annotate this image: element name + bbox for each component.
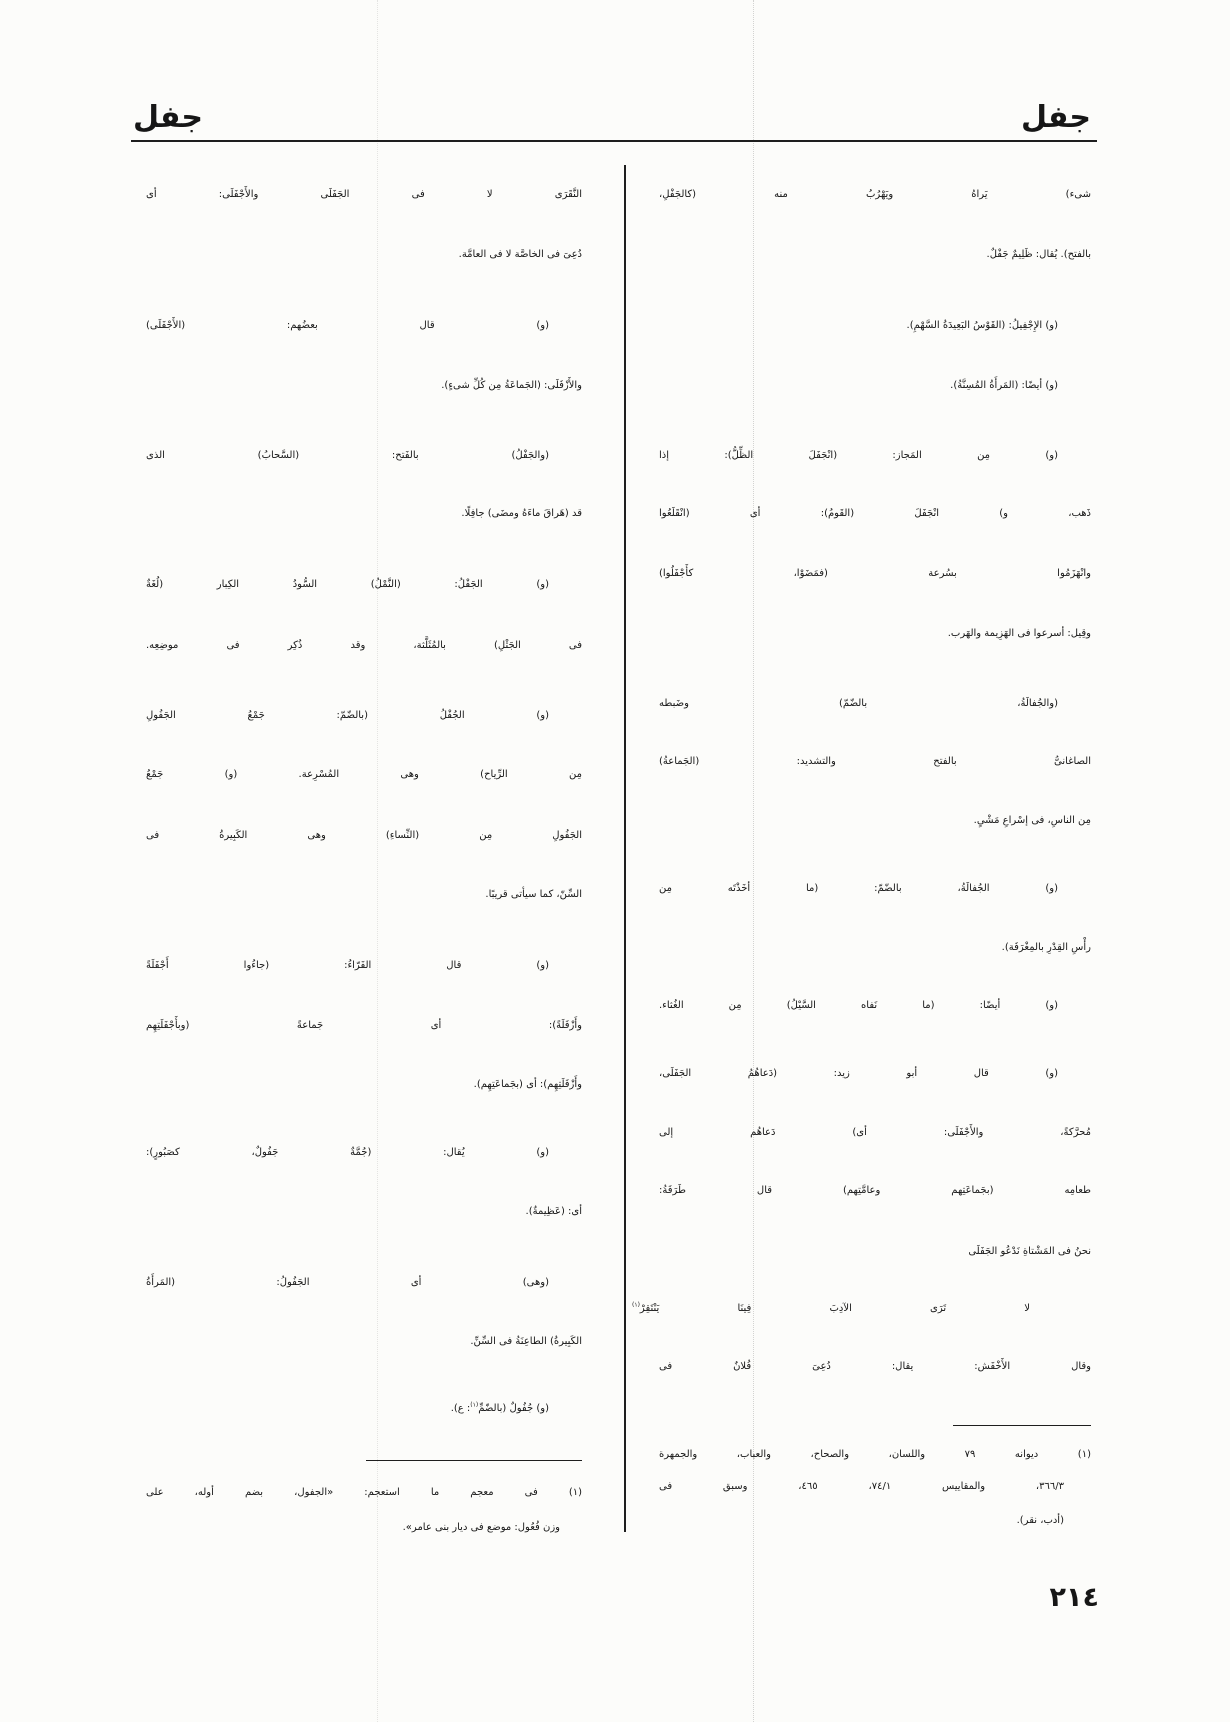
right-column-line: (و) مِن المَجاز: (انْجَفَلَ الظِّلُّ): إذا xyxy=(659,450,1058,461)
footnote-ref-marker: (١) xyxy=(632,1301,640,1309)
left-column-line: (و) قال بعضُهم: (الأَجْفَلَى) xyxy=(146,320,549,331)
left-column-line: (و) الجَفْلُ: (النَّمْلُ) السُّودُ الكِبار (لُغَةٌ xyxy=(146,579,549,590)
running-head-left: جفل xyxy=(133,100,203,135)
left-column-line: الجَفُولِ مِن (النِّساءِ) وهى الكَبِيرةُ فى xyxy=(146,830,582,841)
left-column-line: (و) قال الفَرّاءُ: (جاءُوا أَجْفَلَةً xyxy=(146,960,549,971)
right-column-line: شىء) يَراهُ ويَهْرُبُ منه (كالجَفْلِ، xyxy=(659,189,1091,200)
right-column-line: (و) الجُفالَةُ، بالضّمّ: (ما أخَذْتَه مِن xyxy=(659,883,1058,894)
line-text: : ع). xyxy=(450,1403,471,1414)
left-column-line: وأَزْفَلَةً): أى جَماعةً (وبأَجْفَلَتِهِم xyxy=(146,1020,582,1031)
right-column-line: (و) أيضًا: (ما نَفاه السَّيْلُ) مِن الغُثاء. xyxy=(659,1000,1058,1011)
left-column-line: أى: (عَظِيمةٌ). xyxy=(525,1206,582,1217)
left-column-line: (وهى) أى الجَفُولُ: (المَرأَةُ xyxy=(146,1277,549,1288)
left-column-line: والأَزْفَلَى: (الجَماعَةُ مِن كُلِّ شىءٍ). xyxy=(441,380,582,391)
right-column-line: وقال الأَخْفَش: يقال: دُعِىَ فُلانٌ فى xyxy=(659,1361,1091,1372)
left-column-line: فى الجَثْلِ) بالمُثَلَّثة، وقد ذُكِر فى موضِعِه. xyxy=(146,640,582,651)
right-column-line: وانْهَزَمُوا بسُرعة (فمَضَوْا، كأَجْفَلُوا) xyxy=(659,568,1091,579)
left-column-line: وأَزْفَلَتِهِم): أى (بجَماعَتِهِم). xyxy=(473,1079,582,1090)
footnote-rule xyxy=(366,1460,582,1461)
footnote-line: ٣٦٦/٣، والمقاييس ٧٤/١، ٤٦٥، وسبق فى xyxy=(659,1481,1065,1492)
left-column-line: (والجَفْلُ) بالفَتح: (السَّحابُ) الذى xyxy=(146,450,549,461)
footnote-line: (١) فى معجم ما استعجم: «الجفول، بضم أوله، على xyxy=(146,1487,582,1498)
footnote-line: (١) ديوانه ٧٩ واللسان، والصحاح، والعباب، والجمهرة xyxy=(659,1449,1091,1460)
left-column-line xyxy=(146,1381,582,1437)
right-column-line: وقِيل: أسرعوا فى الهَزِيمة والهَرب. xyxy=(947,628,1091,639)
right-column-line: بالفتح). يُقال: ظَلِيمٌ جَفْلٌ. xyxy=(986,249,1091,260)
poem-verse-line: نحنُ فى المَشْتاةِ نَدْعُو الجَفَلَى xyxy=(968,1246,1091,1257)
right-column-line: (و) قال أبو زيد: (دَعاهُمُ الجَفَلَى، xyxy=(659,1068,1058,1079)
right-column-line: (والجُفالَةُ، بالضّمّ) وضَبطه xyxy=(659,698,1058,709)
left-column-line: السِّنّ، كما سيأتى قريبًا. xyxy=(485,889,582,900)
right-column-line: (و) أيضًا: (المَرأَةُ المُسِنَّةُ). xyxy=(950,380,1058,391)
page-number: ٢١٤ xyxy=(1049,1582,1099,1613)
left-column-line: النَّقَرَى لا فى الجَفَلَى والأَجْفَلَى: أى xyxy=(146,189,582,200)
column-divider xyxy=(624,165,626,1532)
left-column-line: (و) يُقال: (جُمَّةٌ جَفُولٌ، كصَبُورٍ): xyxy=(146,1147,549,1158)
footnote-line: (أدب، نقر). xyxy=(1016,1515,1064,1526)
right-column-line: رأْسِ القِدْرِ بالمِغْرَفَة). xyxy=(1001,942,1091,953)
right-column-line: ذَهب، و) انْجَفَلَ (القَومُ): أى (انْقَلَعُوا xyxy=(659,508,1091,519)
left-column-line: دُعِىَ فى الخاصَّة لا فى العامَّة. xyxy=(458,249,582,260)
right-column-line: مِن الناسِ، فى إسْراعِ مَشْىٍ. xyxy=(973,815,1091,826)
right-column-line: الصاغانىُّ بالفتح والتشديد: (الجَماعةُ) xyxy=(659,756,1091,767)
footnote-rule xyxy=(953,1425,1091,1426)
right-column-line: طعامِه (بجَماعَتِهم وعامَّتِهم) قال طَرَفَةُ: xyxy=(659,1185,1091,1196)
running-head-right: جفل xyxy=(1021,100,1091,135)
footnote-line: وزن فُعُول: موضع فى ديار بنى عامر». xyxy=(402,1522,560,1533)
right-column-line: مُحرَّكةً، والأَجْفَلَى: أى) دَعاهُم إلى xyxy=(659,1127,1091,1138)
line-text: (و) جُفُولٌ (بالضّمِّ xyxy=(478,1403,549,1414)
right-column-line: (و) الإِجْفِيلُ: (القَوْسُ البَعِيدَةُ السَّهْمِ). xyxy=(906,320,1058,331)
poem-verse-line xyxy=(632,1281,1030,1337)
footnote-ref-marker: (١) xyxy=(470,1401,479,1409)
left-column-line: مِن الرِّياح) وهى المُسْرِعة. (و) جَمْعُ xyxy=(146,769,582,780)
left-column-line: الكَبِيرةُ) الطاعِنَةُ فى السِّنِّ. xyxy=(470,1336,582,1347)
poem-verse-text: لا تَرَى الآدِبَ فِينَا يَنْتَقِرْ xyxy=(639,1303,1030,1314)
header-rule xyxy=(131,140,1097,142)
left-column-line: (و) الجُفْلُ (بالضّمّ: جَمْعُ الجَفُولِ xyxy=(146,710,549,721)
left-column-line: قد (هَراقَ ماءَهُ ومضَى) جافِلًا. xyxy=(461,508,582,519)
